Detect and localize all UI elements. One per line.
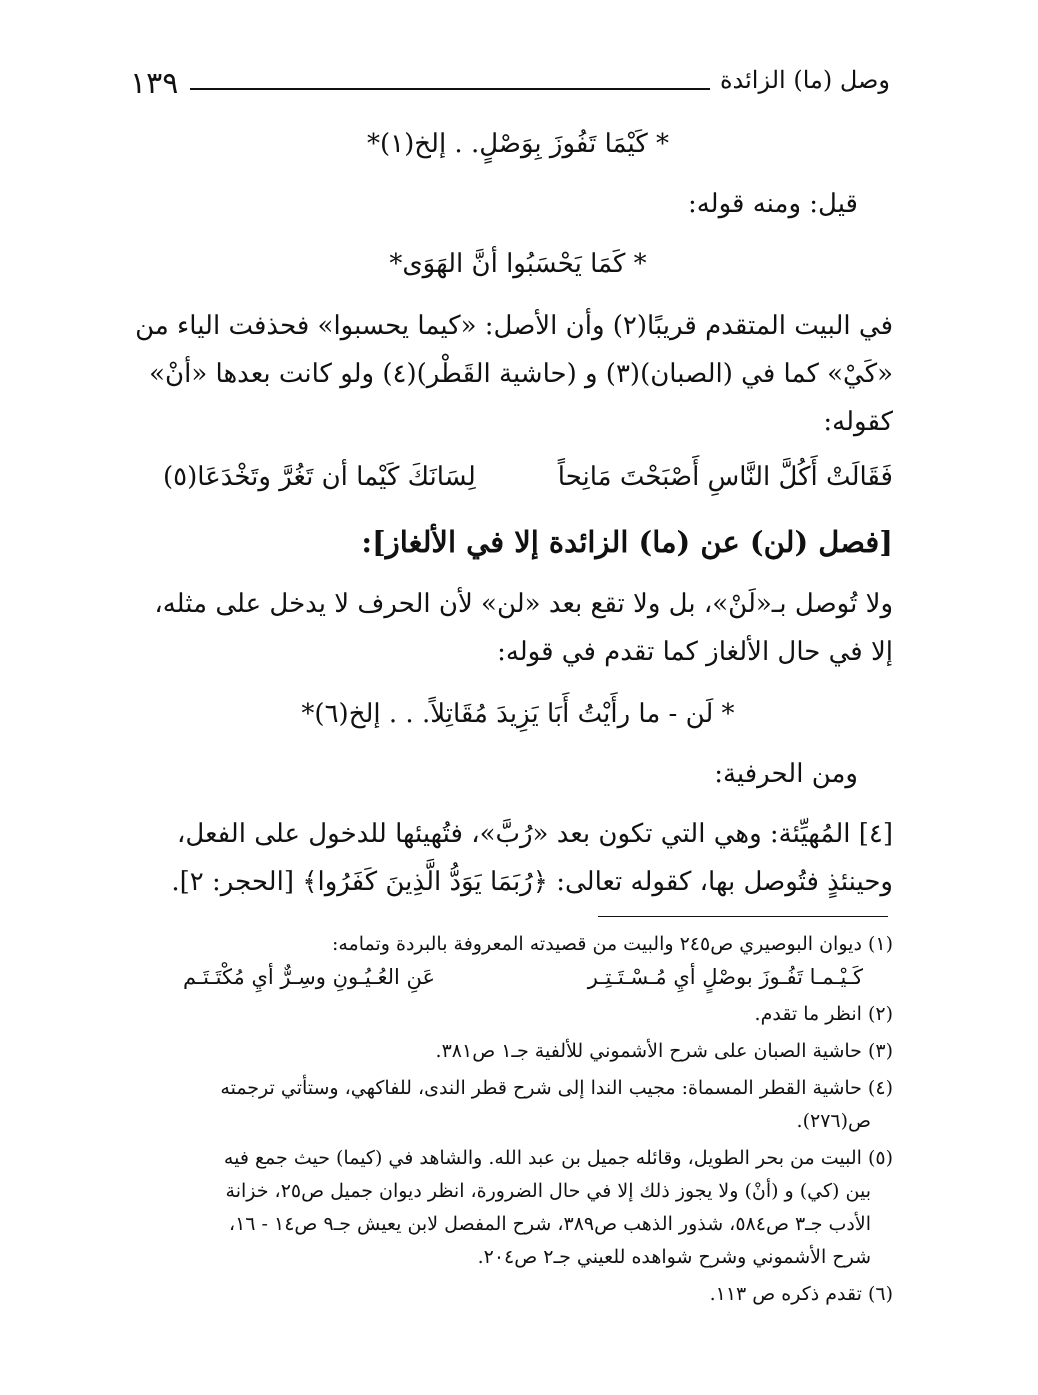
verse-first-hemistich: فَقَالَتْ أَكُلَّ النَّاسِ أَصْبَحْتَ مَانِحاً bbox=[557, 462, 893, 492]
footnote-verse-first: كَـيْـمـا تَفُـوزَ بوصْلٍ أيِ مُـسْـتَـتِـر bbox=[587, 965, 863, 989]
paragraph-line: في البيت المتقدم قريبًا(٢) وأن الأصل: «كيما يحسبوا» فحذفت الياء من bbox=[135, 311, 893, 341]
footnote-text: (١) ديوان البوصيري ص٢٤٥ والبيت من قصيدته المعروفة بالبردة وتمامه: bbox=[331, 933, 893, 955]
quote-line: * لَن - ما رأَيْتُ أَبَا يَزِيدَ مُقَاتِلاً. . . إلخ(٦)* bbox=[301, 699, 735, 729]
footnote-verse-second: عَنِ العُـيُـونِ وسِـرٌّ أيِ مُكْتَـتَـم bbox=[183, 965, 436, 989]
footnotes bbox=[143, 928, 893, 1315]
footnote-text: ص(٢٧٦). bbox=[796, 1110, 871, 1132]
footnote-verse bbox=[143, 961, 893, 994]
paragraph-line: «كَيْ» كما في (الصبان)(٣) و (حاشية القَطْر)(٤) ولو كانت بعدها «أنْ» bbox=[149, 359, 893, 389]
footnote-separator bbox=[598, 916, 888, 917]
paragraph-line: [٤] المُهيِّئة: وهي التي تكون بعد «رُبَّ»، فتُهيئها للدخول على الفعل، bbox=[177, 819, 893, 849]
footnote-text: (٥) البيت من بحر الطويل، وقائله جميل بن عبد الله. والشاهد في (كيما) حيث جمع فيه bbox=[223, 1147, 893, 1169]
paragraph-line: ولا تُوصل بـ«لَنْ»، بل ولا تقع بعد «لن» لأن الحرف لا يدخل على مثله، bbox=[154, 589, 893, 619]
footnote-5 bbox=[143, 1142, 893, 1274]
paragraph-line: كقوله: bbox=[823, 407, 893, 437]
page-number: ١٣٩ bbox=[130, 66, 179, 101]
quote-line: * كَيْمَا تَفُوزَ بِوَصْلٍ. . إلخ(١)* bbox=[366, 129, 670, 159]
running-title: وصل (ما) الزائدة bbox=[719, 66, 890, 94]
footnote-text: شرح الأشموني وشرح شواهده للعيني جـ٢ ص٢٠٤. bbox=[477, 1246, 871, 1268]
quote-line: * كَمَا يَحْسَبُوا أنَّ الهَوَى* bbox=[389, 249, 647, 279]
footnote-3 bbox=[143, 1035, 893, 1068]
section-heading: [فصل (لن) عن (ما) الزائدة إلا في الألغاز]: bbox=[361, 525, 893, 559]
paragraph-line: إلا في حال الألغاز كما تقدم في قوله: bbox=[497, 637, 893, 667]
page-header bbox=[130, 62, 890, 102]
footnote-1 bbox=[143, 928, 893, 994]
text-line: ومن الحرفية: bbox=[714, 759, 858, 789]
footnote-text: بين (كي) و (أنْ) ولا يجوز ذلك إلا في حال الضرورة، انظر ديوان جميل ص٢٥، خزانة bbox=[225, 1180, 871, 1202]
text-line: قيل: ومنه قوله: bbox=[687, 189, 858, 219]
footnote-text: الأدب جـ٣ ص٥٨٤، شذور الذهب ص٣٨٩، شرح المفصل لابن يعيش جـ٩ ص١٤ - ١٦، bbox=[228, 1213, 871, 1235]
footnote-4 bbox=[143, 1072, 893, 1138]
footnote-text: (٤) حاشية القطر المسماة: مجيب الندا إلى شرح قطر الندى، للفاكهي، وستأتي ترجمته bbox=[220, 1077, 893, 1099]
footnote-text: (٢) انظر ما تقدم. bbox=[754, 1003, 893, 1025]
footnote-text: (٣) حاشية الصبان على شرح الأشموني للألفية جـ١ ص٣٨١. bbox=[435, 1040, 893, 1062]
header-rule bbox=[190, 88, 710, 90]
footnote-2 bbox=[143, 998, 893, 1031]
paragraph-line: وحينئذٍ فتُوصل بها، كقوله تعالى: ﴿رُبَمَا يَوَدُّ الَّذِينَ كَفَرُوا﴾ [الحجر: ٢]. bbox=[171, 867, 893, 897]
verse-line bbox=[163, 462, 893, 492]
footnote-6 bbox=[143, 1278, 893, 1311]
verse-second-hemistich: لِسَانَكَ كَيْما أن تَغُرَّ وتَخْدَعَا(٥) bbox=[163, 462, 476, 492]
footnote-text: (٦) تقدم ذكره ص ١١٣. bbox=[709, 1283, 893, 1305]
